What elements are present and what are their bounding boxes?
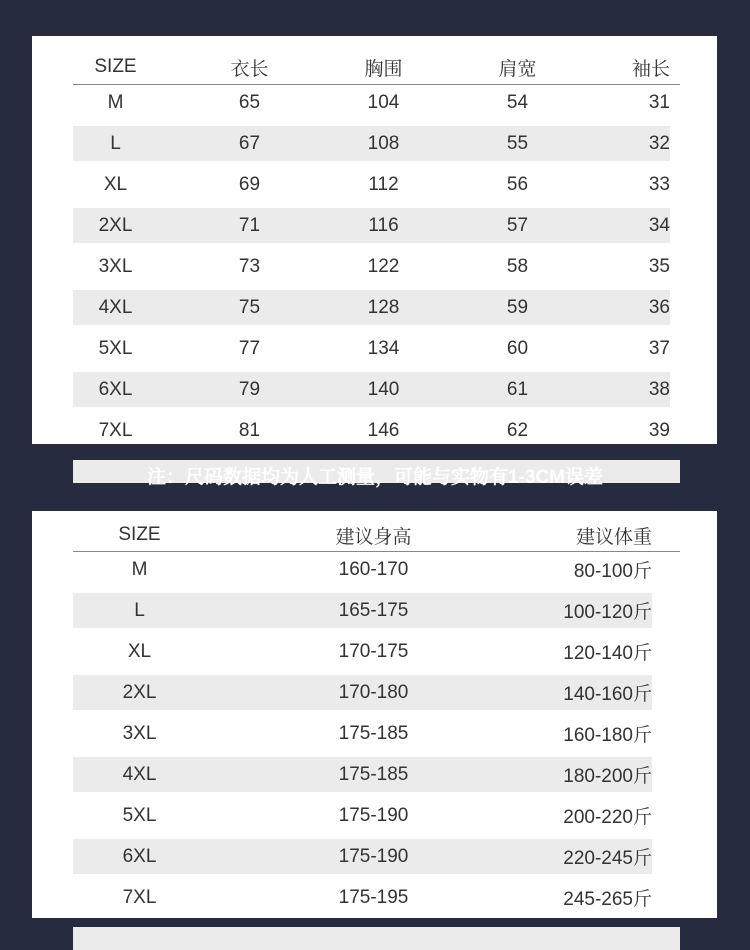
table-cell: 67 bbox=[158, 120, 341, 167]
table-cell: XL bbox=[127, 640, 152, 662]
table-cell: 4XL bbox=[73, 284, 158, 331]
table-cell: 165-175 bbox=[206, 587, 541, 634]
table-cell: 170-180 bbox=[206, 669, 541, 716]
table-cell: L bbox=[73, 587, 206, 634]
table-cell: 146 bbox=[367, 419, 400, 441]
table-row bbox=[73, 413, 680, 448]
table-cell: 175-190 bbox=[206, 833, 541, 880]
table-row bbox=[73, 669, 680, 716]
size-recommendation-table bbox=[73, 519, 680, 950]
table-cell: 79 bbox=[158, 366, 341, 413]
table-cell: 116 bbox=[341, 202, 426, 249]
table-cell: 5XL bbox=[98, 337, 133, 359]
table-cell: 38 bbox=[609, 366, 680, 413]
table-cell: 73 bbox=[238, 255, 261, 277]
table-cell: 65 bbox=[238, 91, 261, 113]
table-cell: 175-195 bbox=[338, 886, 409, 908]
table-cell: 37 bbox=[648, 337, 670, 359]
table-cell: 220-245斤 bbox=[541, 833, 680, 880]
table-cell: 134 bbox=[367, 337, 400, 359]
table-row bbox=[73, 751, 680, 798]
table-cell: 77 bbox=[238, 337, 261, 359]
size-measurement-table bbox=[73, 50, 680, 483]
table-cell: 120-140斤 bbox=[563, 643, 652, 664]
table-cell: 175-185 bbox=[338, 722, 409, 744]
table-row bbox=[73, 552, 680, 588]
table-row bbox=[73, 716, 680, 751]
table-cell: L bbox=[73, 120, 158, 167]
table-cell: 140 bbox=[341, 366, 426, 413]
table-cell: M bbox=[131, 558, 148, 580]
table-cell: 122 bbox=[367, 255, 400, 277]
table-cell: 7XL bbox=[98, 419, 133, 441]
table-cell: 160-170 bbox=[338, 558, 409, 580]
table-cell: 35 bbox=[648, 255, 670, 277]
table-cell: 3XL bbox=[122, 722, 157, 744]
table-row bbox=[73, 167, 680, 202]
table-cell: 58 bbox=[506, 255, 529, 277]
table-cell: 104 bbox=[367, 91, 400, 113]
table-cell: 33 bbox=[648, 173, 670, 195]
table-cell: 6XL bbox=[73, 833, 206, 880]
table-row bbox=[73, 85, 680, 121]
table-cell: 80-100斤 bbox=[573, 561, 652, 582]
table-cell: 245-265斤 bbox=[563, 889, 652, 910]
table-cell: 160-180斤 bbox=[563, 725, 652, 746]
table-cell: 81 bbox=[238, 419, 261, 441]
table-cell: 6XL bbox=[73, 366, 158, 413]
table-cell: 170-175 bbox=[338, 640, 409, 662]
stripe-band bbox=[73, 927, 680, 950]
table-cell: 57 bbox=[426, 202, 609, 249]
header-size: SIZE bbox=[73, 519, 206, 552]
table-row bbox=[73, 202, 680, 249]
size-recommendation-card bbox=[32, 511, 717, 918]
table-row bbox=[73, 284, 680, 331]
table-cell: 175-185 bbox=[206, 751, 541, 798]
table-cell: 54 bbox=[506, 91, 529, 113]
table-cell: 75 bbox=[158, 284, 341, 331]
header-weight: 建议体重 bbox=[541, 519, 680, 552]
table-cell: M bbox=[107, 91, 124, 113]
table-header-row bbox=[73, 50, 680, 85]
table-cell: 112 bbox=[368, 173, 399, 195]
header-size: SIZE bbox=[73, 50, 158, 85]
table-row bbox=[73, 880, 680, 915]
table-row bbox=[73, 833, 680, 880]
header-height: 建议身高 bbox=[206, 519, 541, 552]
table-cell: 140-160斤 bbox=[541, 669, 680, 716]
table-cell: 55 bbox=[426, 120, 609, 167]
table-cell: 60 bbox=[506, 337, 529, 359]
table-cell: 4XL bbox=[73, 751, 206, 798]
table-cell: 59 bbox=[426, 284, 609, 331]
table-cell: 7XL bbox=[122, 886, 157, 908]
header-chest: 胸围 bbox=[341, 50, 426, 85]
size-measurement-card bbox=[32, 36, 717, 444]
table-cell: 32 bbox=[609, 120, 680, 167]
table-cell: 180-200斤 bbox=[541, 751, 680, 798]
table-cell: 128 bbox=[341, 284, 426, 331]
table-cell: 71 bbox=[158, 202, 341, 249]
table-footer-band bbox=[73, 915, 680, 950]
table-cell: 108 bbox=[341, 120, 426, 167]
table-cell: 3XL bbox=[98, 255, 133, 277]
table-cell: 56 bbox=[506, 173, 529, 195]
header-length: 衣长 bbox=[158, 50, 341, 85]
table-cell: 61 bbox=[426, 366, 609, 413]
table-cell: 2XL bbox=[73, 202, 158, 249]
header-shoulder: 肩宽 bbox=[426, 50, 609, 85]
table-row bbox=[73, 798, 680, 833]
measurement-note: 注：尺码数据均为人工测量，可能与实物有1-3CM误差 bbox=[146, 467, 603, 488]
table-header-row bbox=[73, 519, 680, 552]
table-row bbox=[73, 587, 680, 634]
table-cell: 34 bbox=[609, 202, 680, 249]
table-row bbox=[73, 331, 680, 366]
table-cell: 5XL bbox=[122, 804, 157, 826]
table-cell: 62 bbox=[506, 419, 529, 441]
table-cell: XL bbox=[103, 173, 128, 195]
table-cell: 2XL bbox=[73, 669, 206, 716]
table-cell: 36 bbox=[609, 284, 680, 331]
table-cell: 200-220斤 bbox=[563, 807, 652, 828]
table-row bbox=[73, 120, 680, 167]
header-sleeve: 袖长 bbox=[609, 50, 680, 85]
table-cell: 69 bbox=[238, 173, 261, 195]
table-cell: 31 bbox=[648, 91, 670, 113]
table-row bbox=[73, 366, 680, 413]
table-row bbox=[73, 634, 680, 669]
table-cell: 100-120斤 bbox=[541, 587, 680, 634]
table-cell: 39 bbox=[648, 419, 670, 441]
table-row bbox=[73, 249, 680, 284]
table-cell: 175-190 bbox=[338, 804, 409, 826]
